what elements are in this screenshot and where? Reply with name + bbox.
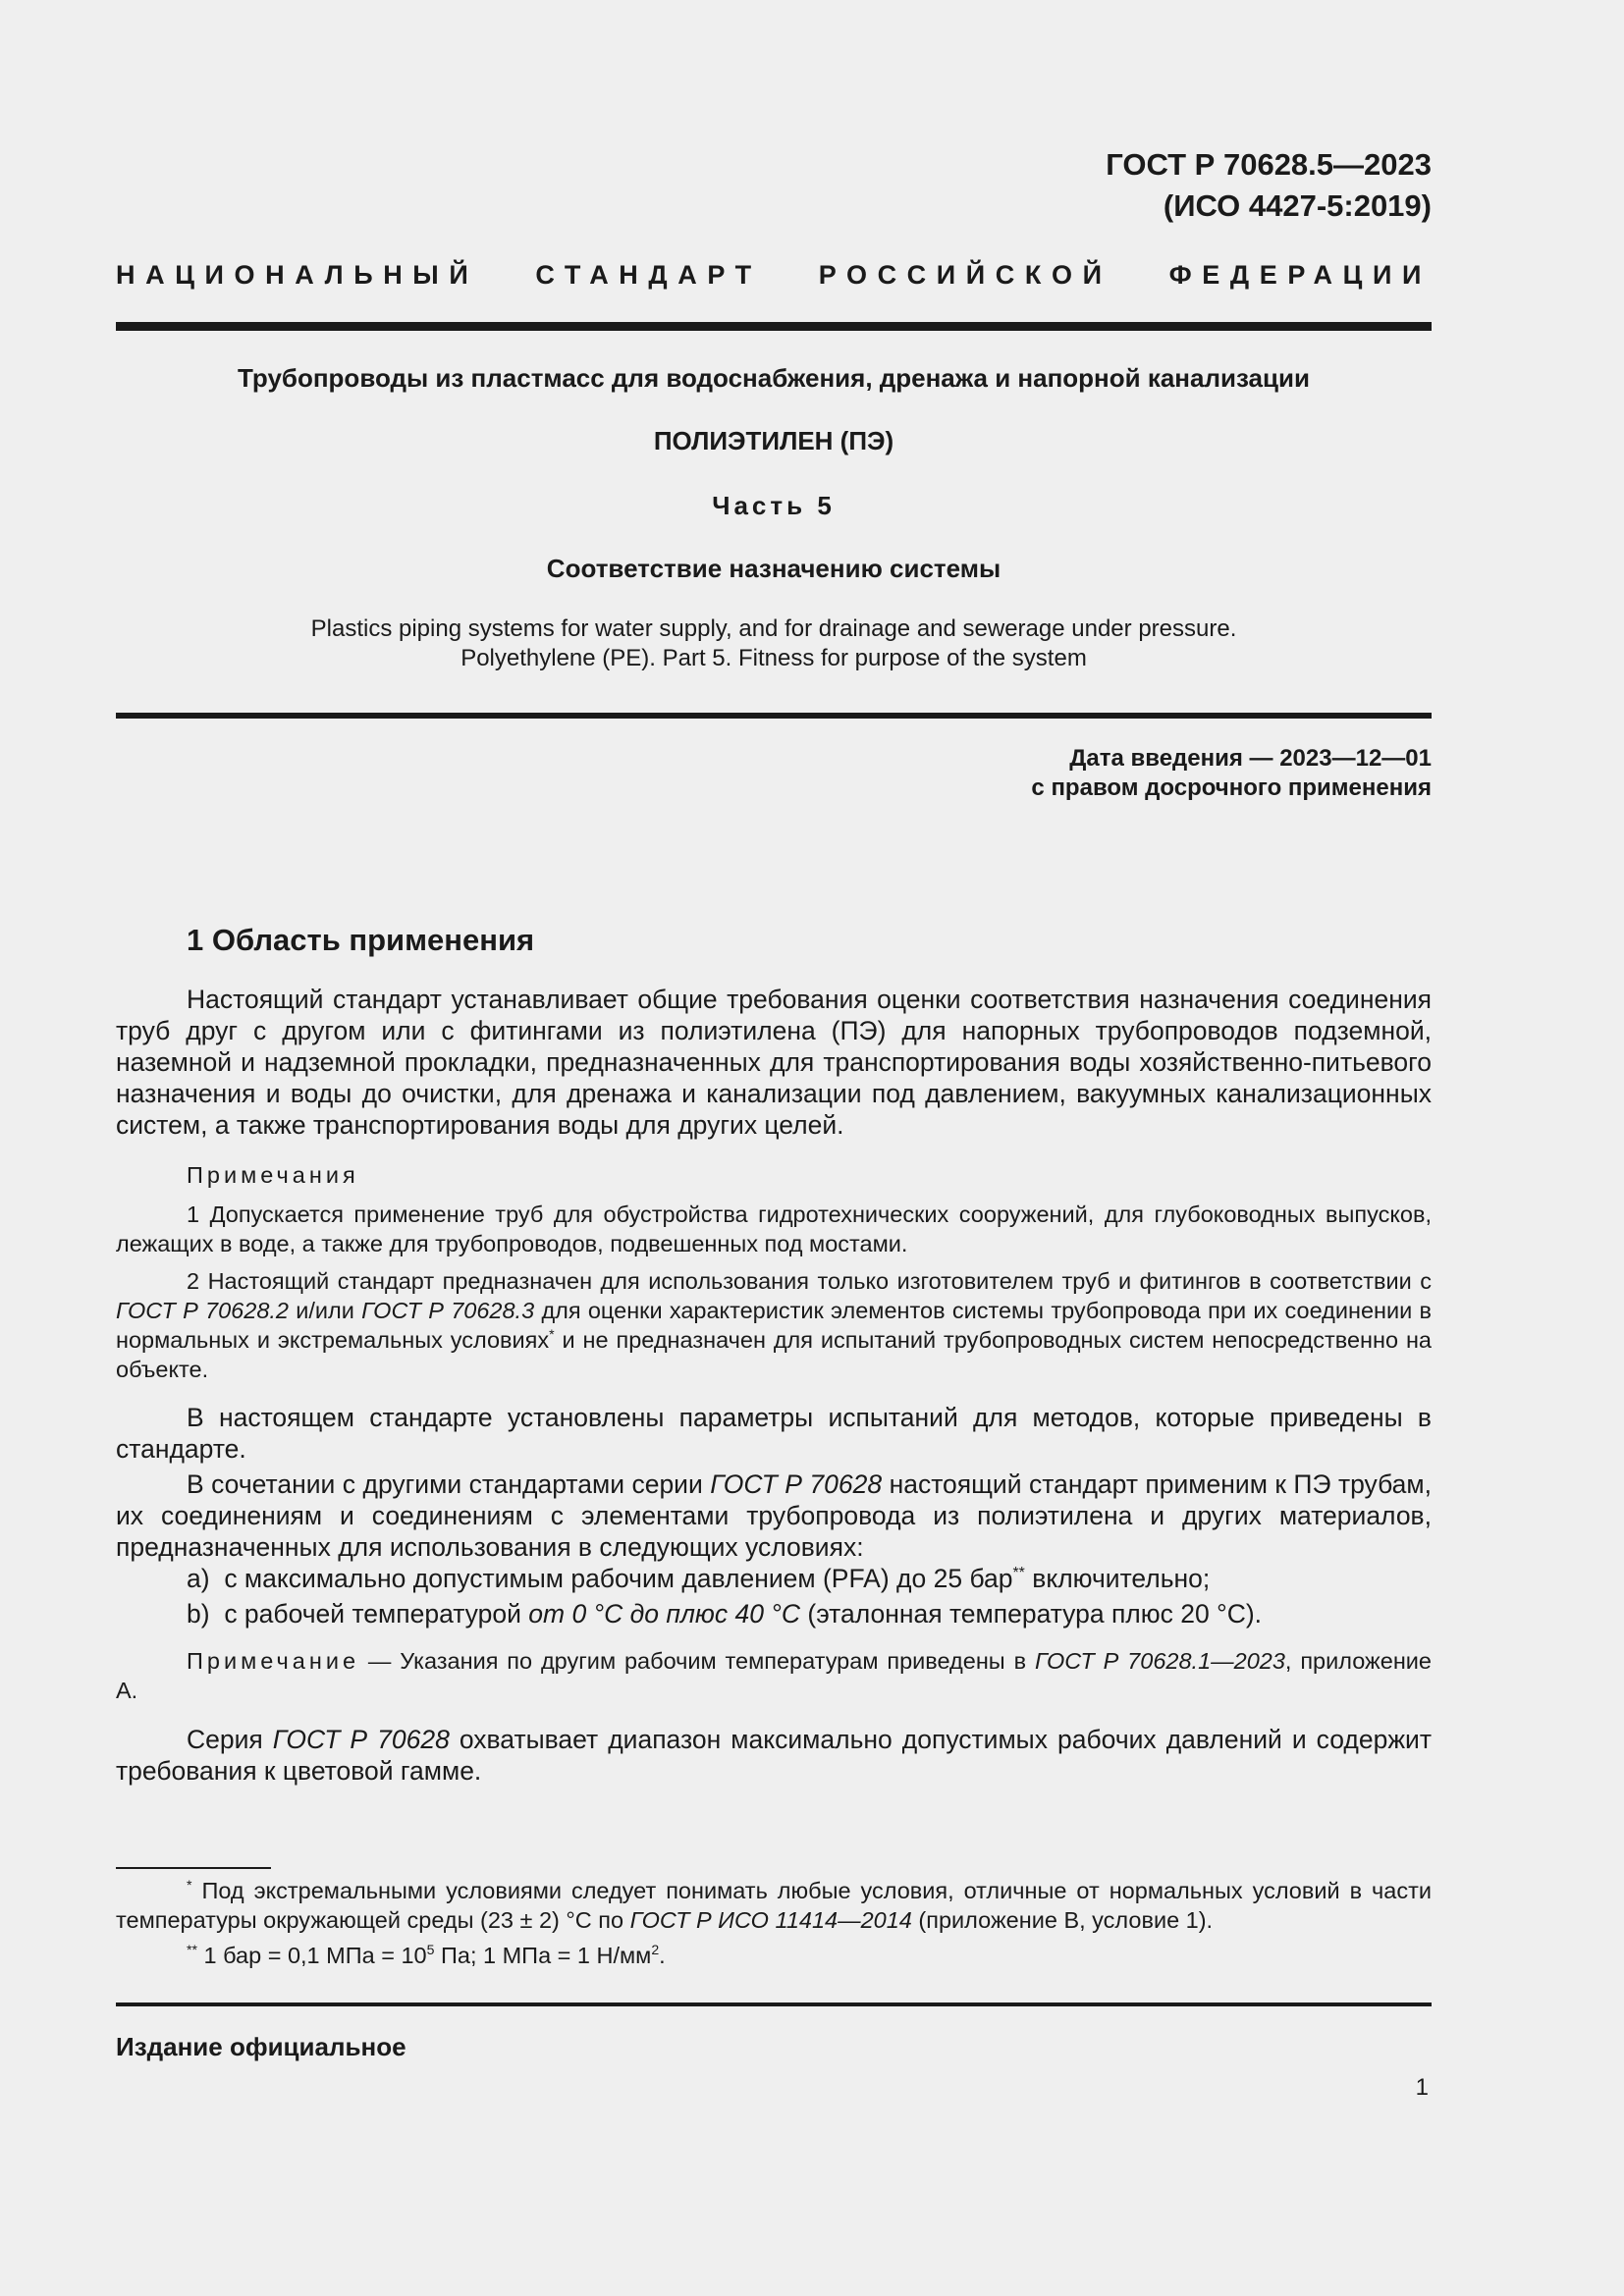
document-title: Трубопроводы из пластмасс для водоснабжения, дренажа и напорной канализации xyxy=(238,363,1310,393)
note-3-ref: ГОСТ Р 70628.1—2023 xyxy=(1034,1648,1285,1674)
part-subject: Соответствие назначению системы xyxy=(546,554,1001,583)
notes-label: Примечания xyxy=(187,1162,359,1188)
note-2-ref-2: ГОСТ Р 70628.3 xyxy=(361,1298,535,1323)
footnote-mark-2: ** xyxy=(1012,1565,1025,1582)
english-title-line1: Plastics piping systems for water supply, and for drainage and sewerage under pressure. xyxy=(310,615,1237,642)
title-rule xyxy=(116,713,1432,719)
part-number: Часть 5 xyxy=(712,491,836,520)
material-title: ПОЛИЭТИЛЕН (ПЭ) xyxy=(653,426,894,455)
english-title-line2: Polyethylene (PE). Part 5. Fitness for purpose of the system xyxy=(460,645,1087,671)
top-rule xyxy=(116,322,1432,331)
series-ref: ГОСТ Р 70628 xyxy=(710,1469,883,1499)
footnote-2: ** 1 бар = 0,1 МПа = $10^5$ Па; 1 МПа = 1 $Н/мм^2$. xyxy=(187,1942,666,1968)
scope-paragraph-1: Настоящий стандарт устанавливает общие требования оценки соответствия назначения соединения труб друг с другом или с фитингами из полиэтилена (ПЭ) для напорных трубопроводов подземной, наземной и надземной прокладки, предназначенных для транспортирования воды хозяйственно-питьевого назначения и воды до очистки, для дренажа и канализации под давлением, вакуумных канализационных систем, а также транспортирования воды для других целей. xyxy=(116,985,1432,1140)
temperature-range: от 0 °C до плюс 40 °C xyxy=(528,1599,801,1629)
footnote-1-ref: ГОСТ Р ИСО 11414—2014 xyxy=(629,1907,912,1933)
footnote-1: * Под экстремальными условиями следует понимать любые условия, отличные от нормальных условий в части температуры окружающей среды (23 ± 2) °С по ГОСТ Р ИСО 11414—2014 (приложение В, условие 1). xyxy=(116,1877,1432,1933)
standard-code: ГОСТ Р 70628.5—2023 xyxy=(1106,147,1432,182)
scope-paragraph-2: В настоящем стандарте установлены параметры испытаний для методов, которые приведены в стандарте. xyxy=(116,1403,1432,1464)
footnote-mark-1: * xyxy=(549,1326,555,1343)
page-number: 1 xyxy=(1415,2074,1429,2101)
scope-paragraph-4: Серия ГОСТ Р 70628 охватывает диапазон максимально допустимых рабочих давлений и содержит требования к цветовой гамме. xyxy=(116,1725,1432,1786)
section-heading: 1 Область применения xyxy=(187,923,535,957)
scope-paragraph-3: В сочетании с другими стандартами серии ГОСТ Р 70628 настоящий стандарт применим к ПЭ трубам, их соединениям и соединениям с элементами трубопровода из полиэтилена и других материалов, предназначенных для использования в следующих условиях: xyxy=(116,1469,1432,1562)
note-3: Примечание — Указания по другим рабочим температурам приведены в ГОСТ Р 70628.1—2023, приложение А. xyxy=(116,1648,1432,1703)
introduction-date: Дата введения — 2023—12—01 xyxy=(1069,745,1432,772)
footnote-separator xyxy=(116,1867,271,1869)
series-ref-2: ГОСТ Р 70628 xyxy=(272,1725,450,1754)
footer-rule xyxy=(116,2002,1432,2006)
note-2: 2 Настоящий стандарт предназначен для использования только изготовителем труб и фитингов в соответствии с ГОСТ Р 70628.2 и/или ГОСТ Р 70628.3 для оценки характеристик элементов системы трубопровода при их соединении в нормальных и экстремальных условиях* и не предназначен для испытаний трубопроводных систем непосредственно на объекте. xyxy=(116,1268,1432,1382)
national-standard-banner: НАЦИОНАЛЬНЫЙ СТАНДАРТ РОССИЙСКОЙ ФЕДЕРАЦИИ xyxy=(116,260,1432,290)
list-item-a: a) с максимально допустимым рабочим давлением (PFA) до 25 бар** включительно; xyxy=(187,1564,1211,1593)
official-edition-label: Издание официальное xyxy=(116,2032,406,2061)
note-3-label: Примечание xyxy=(187,1648,360,1674)
note-1: 1 Допускается применение труб для обустройства гидротехнических сооружений, для глубоководных выпусков, лежащих в воде, а также для трубопроводов, подвешенных под мостами. xyxy=(116,1201,1432,1256)
iso-code: (ИСО 4427-5:2019) xyxy=(1163,188,1432,223)
list-item-b: b) с рабочей температурой от 0 °C до плюс 40 °C (эталонная температура плюс 20 °C). xyxy=(187,1599,1263,1629)
note-2-ref-1: ГОСТ Р 70628.2 xyxy=(116,1298,289,1323)
early-application-note: с правом досрочного применения xyxy=(1031,774,1432,801)
